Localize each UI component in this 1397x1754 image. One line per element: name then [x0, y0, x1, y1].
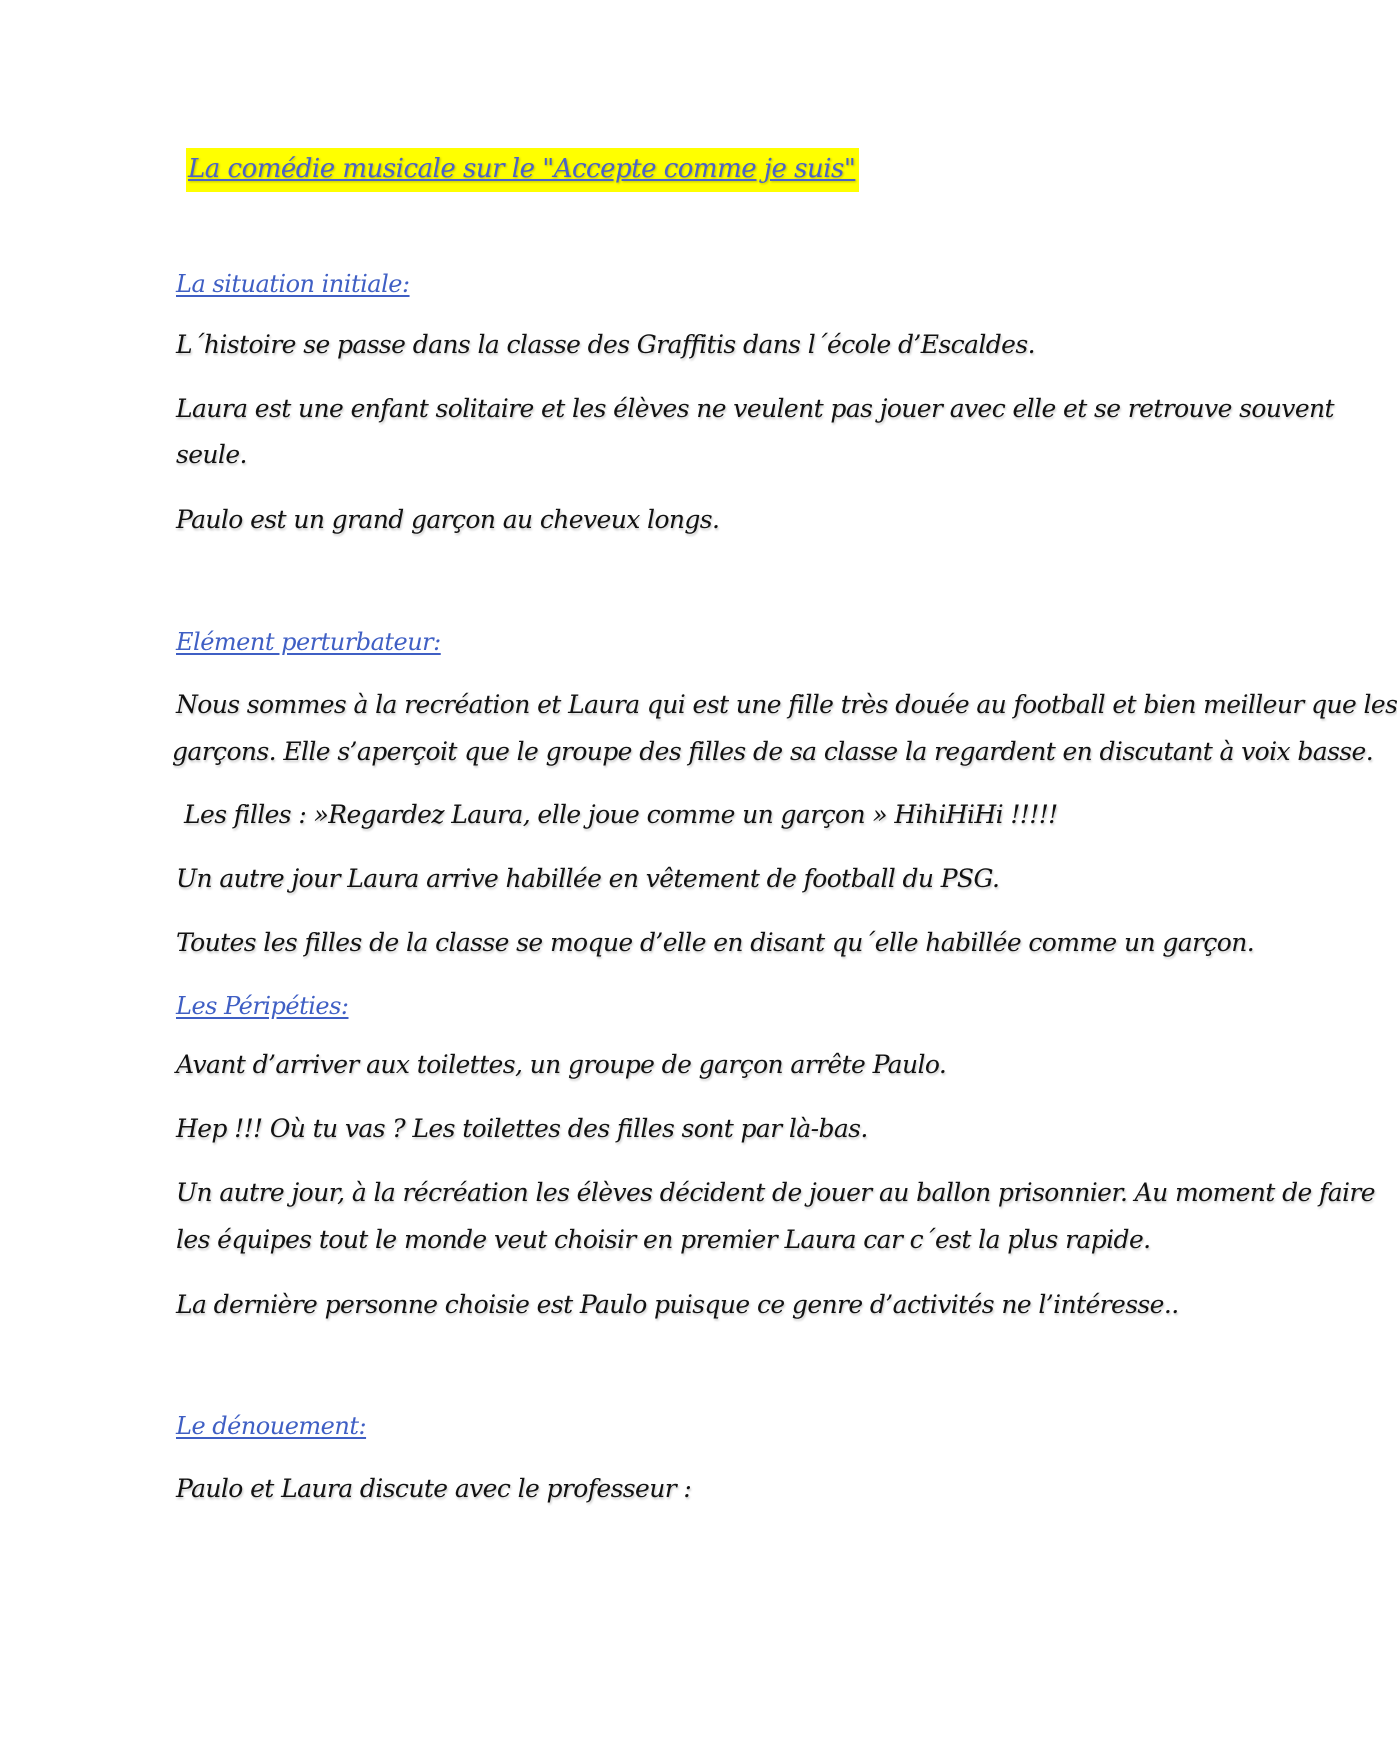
paragraph-line: Laura est une enfant solitaire et les élèves ne veulent pas jouer avec elle et se retrouve souvent	[176, 394, 1334, 423]
paragraph-line: Avant d’arriver aux toilettes, un groupe de garçon arrête Paulo.	[176, 1050, 947, 1079]
paragraph-line: seule.	[176, 440, 247, 469]
paragraph-line: Hep !!! Où tu vas ? Les toilettes des filles sont par là-bas.	[176, 1114, 868, 1143]
paragraph-line: les équipes tout le monde veut choisir en premier Laura car c´est la plus rapide.	[176, 1225, 1151, 1254]
paragraph-line: La dernière personne choisie est Paulo puisque ce genre d’activités ne l’intéresse..	[176, 1290, 1179, 1319]
heading-peripeties: Les Péripéties:	[176, 992, 349, 1020]
paragraph-line: Paulo et Laura discute avec le professeur :	[176, 1474, 692, 1503]
paragraph-line: Toutes les filles de la classe se moque d’elle en disant qu´elle habillée comme un garçon.	[176, 928, 1255, 957]
paragraph-line: Paulo est un grand garçon au cheveux longs.	[176, 505, 720, 534]
document-title: La comédie musicale sur le "Accepte comme je suis"	[186, 148, 859, 192]
paragraph-line: L´histoire se passe dans la classe des Graffitis dans l´école d’Escaldes.	[176, 330, 1035, 359]
heading-element-perturbateur: Elément perturbateur:	[176, 628, 441, 656]
paragraph-line: Nous sommes à la recréation et Laura qui est une fille très douée au football et bien meilleur que les	[176, 690, 1397, 719]
paragraph-line: Les filles : »Regardez Laura, elle joue comme un garçon » HihiHiHi !!!!!	[184, 800, 1058, 829]
paragraph-line: Un autre jour, à la récréation les élèves décident de jouer au ballon prisonnier. Au moment de faire	[176, 1178, 1375, 1207]
paragraph-line: garçons. Elle s’aperçoit que le groupe des filles de sa classe la regardent en discutant à voix basse.	[172, 737, 1374, 766]
heading-situation-initiale: La situation initiale:	[176, 270, 410, 298]
heading-denouement: Le dénouement:	[176, 1412, 367, 1440]
paragraph-line: Un autre jour Laura arrive habillée en vêtement de football du PSG.	[176, 864, 1000, 893]
